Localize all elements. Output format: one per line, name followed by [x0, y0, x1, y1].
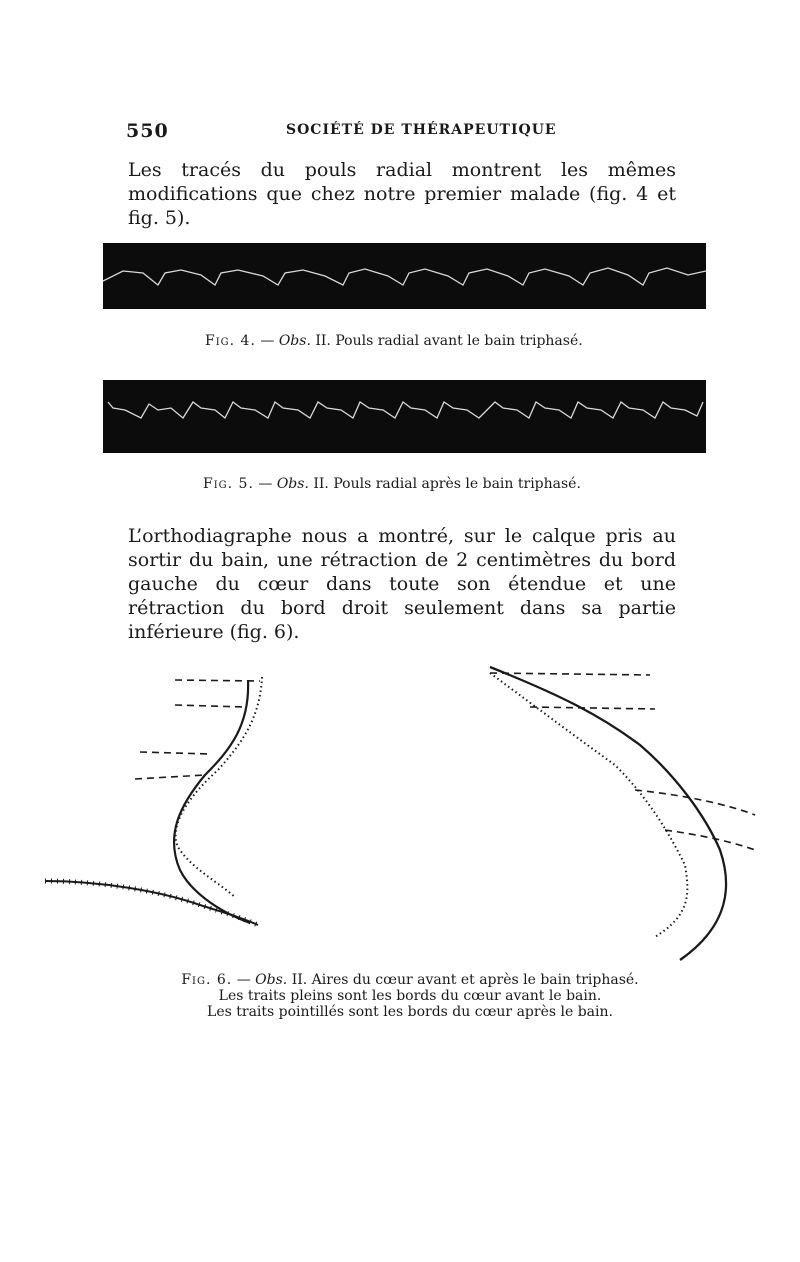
figure-5-label: Fig. 5.: [203, 476, 254, 492]
left-dash-4: [135, 775, 205, 779]
figure-4-obs-num: II.: [315, 333, 331, 349]
right-solid-border: [490, 667, 726, 960]
figure-6-caption-line-3: Les traits pointillés sont les bords du cœur après le bain.: [207, 1004, 613, 1020]
figure-4-label: Fig. 4.: [205, 333, 256, 349]
figure-4-dash: —: [260, 333, 275, 349]
left-dash-2: [175, 705, 245, 707]
figure-4-obs: Obs.: [278, 333, 311, 349]
paragraph-orthodiagraph: L’orthodiagraphe nous a montré, sur le calque pris au sortir du bain, une rétraction de 2 centimètres du bord gauche du cœur dans toute son étendue et une rétraction du bord droit seulement dans sa partie inférieure (fig. 6).: [128, 525, 676, 643]
figure-5-caption-text: Pouls radial après le bain triphasé.: [333, 476, 581, 492]
figure-5-caption: [203, 476, 581, 492]
diaphragm-hatch: [45, 881, 258, 925]
left-solid-border: [174, 680, 250, 923]
figure-5-dash: —: [258, 476, 273, 492]
right-dash-3: [635, 790, 755, 815]
figure-6-obs-num: II.: [291, 972, 308, 988]
figure-6-caption: [150, 972, 670, 1020]
figure-6-caption-line-1: [150, 972, 670, 988]
diaphragm-line: [45, 881, 258, 925]
paragraph-intro: Les tracés du pouls radial montrent les mêmes modifications que chez notre premier malade (fig. 4 et fig. 5).: [128, 159, 676, 229]
figure-4-pulse-tracing: [103, 243, 706, 309]
running-title: SOCIÉTÉ DE THÉRAPEUTIQUE: [286, 122, 557, 138]
figure-6-obs: Obs.: [255, 972, 288, 988]
left-dash-3: [140, 752, 210, 754]
page-number: 550: [126, 120, 169, 142]
figure-5-pulse-tracing: [103, 380, 706, 453]
figure-4-caption-text: Pouls radial avant le bain triphasé.: [335, 333, 583, 349]
figure-6-dash: —: [236, 972, 251, 988]
right-dash-2: [530, 707, 655, 709]
right-dash-4: [665, 830, 755, 850]
figure-4-caption: [205, 333, 583, 349]
right-dash-1: [490, 673, 650, 675]
pulse-trace-after: [103, 380, 706, 453]
figure-6-caption-line-2: Les traits pleins sont les bords du cœur avant le bain.: [218, 988, 602, 1004]
pulse-trace-before: [103, 243, 706, 309]
figure-5-obs: Obs.: [276, 476, 309, 492]
figure-5-obs-num: II.: [313, 476, 329, 492]
figure-6-heart-outline-diagram: [40, 655, 765, 970]
figure-6-caption-text-1: Aires du cœur avant et après le bain triphasé.: [311, 972, 639, 988]
left-dotted-border: [176, 677, 262, 897]
figure-6-label: Fig. 6.: [181, 972, 233, 988]
